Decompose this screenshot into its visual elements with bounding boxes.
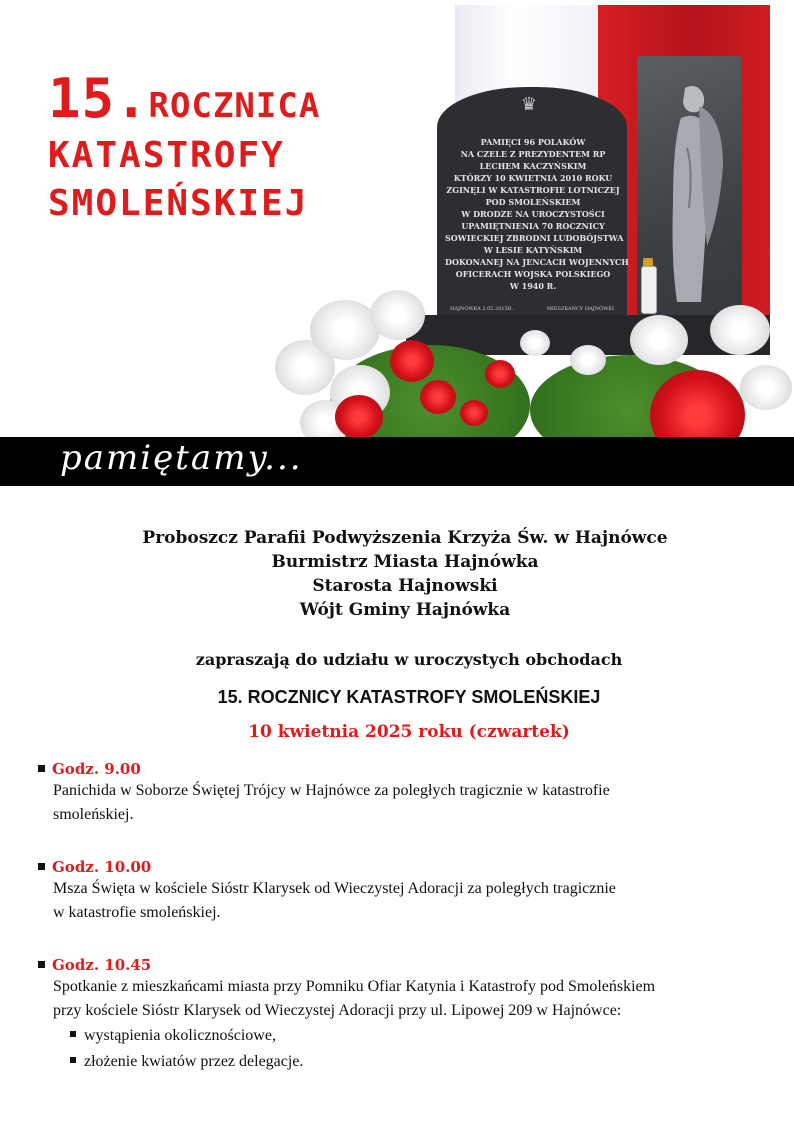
title-line-katastrofy: KATASTROFY (48, 135, 285, 176)
description-line: Panichida w Soborze Świętej Trójcy w Hajnówce za poległych tragicznie w katastrofie (53, 782, 610, 799)
organizer-line: Starosta Hajnowski (312, 576, 498, 596)
white-carnation (520, 330, 550, 356)
schedule-item (38, 955, 778, 1075)
white-carnation (630, 315, 688, 365)
red-carnation (460, 400, 488, 426)
red-carnation (420, 380, 456, 414)
description-line: smoleńskiej. (53, 806, 134, 823)
organizer-line: Burmistrz Miasta Hajnówka (271, 552, 539, 572)
subitem-text: złożenie kwiatów przez delegacje. (84, 1053, 304, 1070)
red-carnation (485, 360, 515, 388)
inscription-line: LECHEM KACZYŃSKIM (479, 161, 587, 171)
white-carnation (310, 300, 380, 360)
title-number: 15. (48, 67, 149, 130)
angel-relief-icon (655, 78, 725, 308)
organizer-line: Wójt Gminy Hajnówka (299, 600, 511, 620)
inscription-line: W LESIE KATYŃSKIM (483, 245, 583, 255)
inscription-line: SOWIECKIEJ ZBRODNI LUDOBÓJSTWA (445, 233, 624, 243)
red-carnation (335, 395, 383, 439)
schedule-time: Godz. 10.00 (52, 858, 152, 876)
band-slogan: pamiętamy... (60, 438, 303, 478)
event-title: 15. ROCZNICY KATASTROFY SMOLEŃSKIEJ (217, 687, 601, 707)
subitem-text: wystąpienia okolicznościowe, (84, 1027, 276, 1044)
organizer-line: Proboszcz Parafii Podwyższenia Krzyża Św. w Hajnówce (142, 528, 668, 548)
inscription-line: DOKONANEJ NA JENCACH WOJENNYCH (445, 257, 629, 267)
inscription-line: W 1940 R. (509, 281, 557, 291)
inscription-line: W DRODZE NA UROCZYSTOŚCI (461, 209, 605, 219)
inscription-line: NA CZELE Z PREZYDENTEM RP (460, 149, 606, 159)
white-carnation (370, 290, 425, 340)
description-line: w katastrofie smoleńskiej. (53, 904, 221, 921)
inscription-line: ZGINĘLI W KATASTROFIE LOTNICZEJ (446, 185, 620, 195)
title-line-smolenskiej: SMOLEŃSKIEJ (48, 183, 309, 224)
description-line: przy kościele Sióstr Klarysek od Wieczystej Adoracji przy ul. Lipowej 209 w Hajnówce: (53, 1002, 622, 1019)
schedule-description (53, 779, 778, 827)
inscription-signature: MIESZKAŃCY HAJNÓWKI (546, 306, 614, 312)
subitem (70, 1049, 778, 1075)
inscription-line: PAMIĘCI 96 POLAKÓW (480, 137, 586, 147)
inscription-line: OFICERACH WOJSKA POLSKIEGO (455, 269, 611, 279)
inscription-line: POD SMOLEŃSKIEM (485, 197, 581, 207)
title-word-rocznica: ROCZNICA (148, 86, 321, 126)
event-date: 10 kwietnia 2025 roku (czwartek) (248, 722, 570, 742)
bullet-square-icon (70, 1057, 76, 1063)
memorial-inscription (445, 136, 629, 292)
bullet-square-icon (70, 1031, 76, 1037)
description-line: Msza Święta w kościele Sióstr Klarysek od Wieczystej Adoracji za poległych tragicznie (53, 880, 616, 897)
schedule-description (53, 877, 778, 925)
eagle-emblem-icon: ♛ (520, 94, 538, 115)
poster-title (48, 67, 321, 224)
bullet-square-icon (38, 765, 45, 772)
schedule-subitems (70, 1023, 778, 1075)
schedule-time: Godz. 9.00 (52, 760, 141, 778)
schedule-item (38, 857, 778, 925)
inscription-date: HAJNÓWKA 2.05.2015R. (450, 306, 514, 312)
subitem (70, 1023, 778, 1049)
bullet-square-icon (38, 961, 45, 968)
invitation-text: zapraszają do udziału w uroczystych obchodach (195, 650, 623, 669)
description-line: Spotkanie z mieszkańcami miasta przy Pomniku Ofiar Katynia i Katastrofy pod Smoleńskiem (53, 978, 656, 995)
inscription-line: KTÓRZY 10 KWIETNIA 2010 ROKU (453, 173, 613, 183)
poster-header (0, 0, 794, 500)
white-carnation (740, 365, 792, 410)
red-carnation (390, 340, 434, 382)
schedule-description (53, 975, 778, 1023)
schedule-time: Godz. 10.45 (52, 956, 152, 974)
bullet-square-icon (38, 863, 45, 870)
white-carnation (570, 345, 606, 375)
white-carnation (710, 305, 770, 355)
schedule-item (38, 759, 778, 827)
organizers-block (0, 526, 794, 622)
inscription-line: UPAMIĘTNIENIA 70 ROCZNICY (461, 221, 605, 231)
